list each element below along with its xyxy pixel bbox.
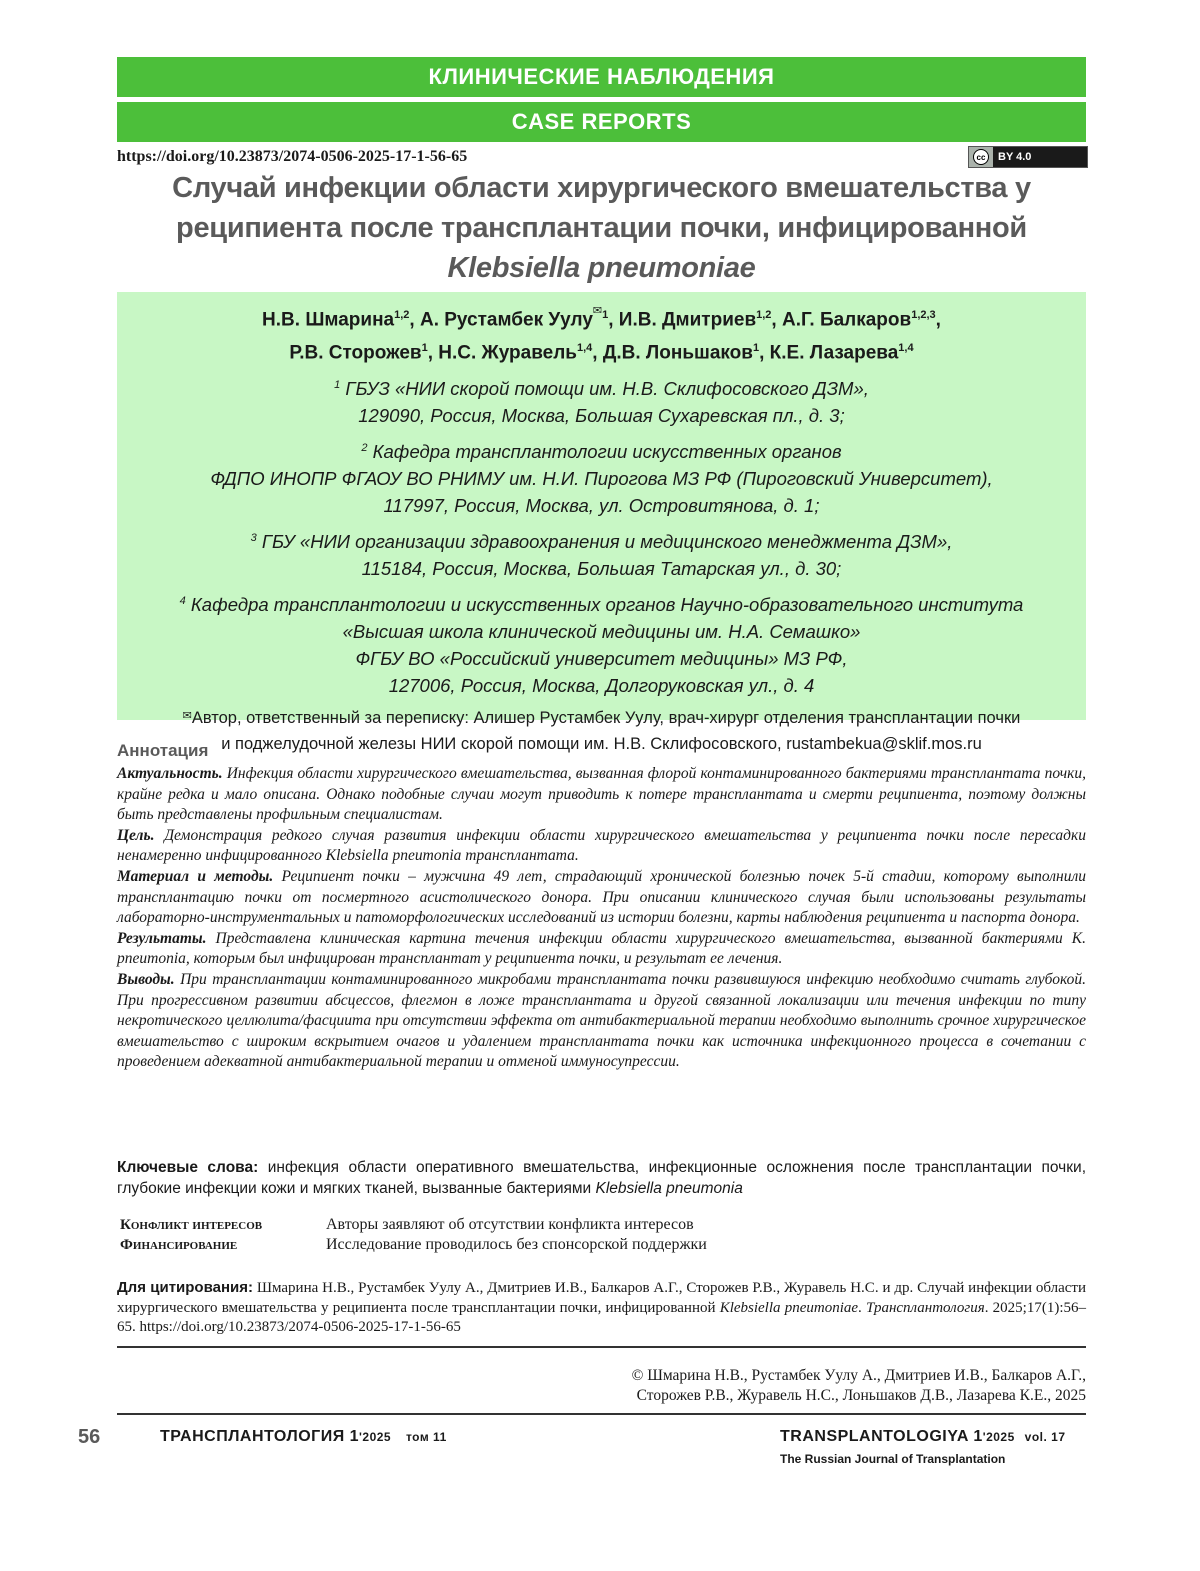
author-sep: , — [771, 309, 782, 331]
article-meta — [120, 1215, 707, 1255]
author-name: И.В. Дмитриев — [618, 309, 757, 331]
author-sup: 1,4 — [576, 342, 593, 355]
journal-name-en — [780, 1428, 1066, 1446]
meta-row-conflict — [120, 1215, 707, 1235]
keywords — [117, 1157, 1086, 1199]
author-sup: 1 — [421, 342, 428, 355]
keywords-italic: Klebsiella pneumonia — [595, 1180, 743, 1197]
abstract-heading: Аннотация — [117, 741, 209, 760]
journal-subtitle-en: The Russian Journal of Transplantation — [780, 1452, 1006, 1466]
journal-title: TRANSPLANTOLOGIYA 1 — [780, 1428, 983, 1445]
affiliation-line: 129090, Россия, Москва, Большая Сухаревская пл., д. 3; — [358, 404, 845, 426]
affiliation-number: 1 — [334, 378, 341, 391]
copyright — [486, 1366, 1086, 1406]
section-banner-en: CASE REPORTS — [117, 102, 1086, 142]
author-sup: 1,2 — [394, 309, 410, 321]
affiliation-3 — [117, 525, 1086, 582]
author-sup: 1,4 — [898, 342, 914, 355]
abstract-section — [117, 929, 1086, 970]
author-sup: 1 — [602, 309, 609, 321]
author-name: А.Г. Балкаров — [781, 309, 912, 331]
section-banner-ru: КЛИНИЧЕСКИЕ НАБЛЮДЕНИЯ — [117, 57, 1086, 97]
citation-text: . — [858, 1299, 866, 1316]
meta-value: Исследование проводилось без спонсорской поддержки — [326, 1236, 707, 1253]
abstract-text: Демонстрация редкого случая развития инфекции области хирургического вмешательства у реципиента почки после пересадки ненамеренно инфицированного Klebsiella pneumonia трансплантата. — [117, 826, 1086, 865]
license-label: BY 4.0 — [998, 151, 1032, 163]
cc-license-badge[interactable] — [968, 146, 1088, 168]
authors-line — [117, 334, 1086, 367]
author-sup: 1,2 — [756, 309, 772, 321]
affiliation-line: ФДПО ИНОПР ФГАОУ ВО РНИМУ им. Н.И. Пирогова МЗ РФ (Пироговский Университет), — [210, 467, 993, 489]
citation-label: Для цитирования: — [117, 1279, 253, 1296]
affiliation-line: 115184, Россия, Москва, Большая Татарская ул., д. 30; — [361, 558, 842, 580]
meta-label: Финансирование — [120, 1237, 238, 1253]
affiliation-line: 117997, Россия, Москва, ул. Островитянова, д. 1; — [383, 494, 820, 516]
correspondence — [117, 703, 1086, 757]
affiliation-number: 4 — [179, 595, 186, 608]
abstract-label: Результаты. — [117, 929, 207, 947]
abstract-label: Материал и методы. — [117, 867, 274, 885]
journal-name-ru — [160, 1428, 447, 1446]
keywords-label: Ключевые слова: — [117, 1159, 259, 1176]
title-line: реципиента после трансплантации почки, инфицированной — [176, 212, 1027, 244]
cc-icon: cc — [969, 147, 993, 167]
divider — [117, 1413, 1086, 1415]
author-sep: , — [592, 342, 603, 364]
abstract-section — [117, 867, 1086, 929]
title-line: Случай инфекции области хирургического вмешательства у — [172, 172, 1031, 204]
abstract-section — [117, 970, 1086, 1073]
abstract-text: Инфекция области хирургического вмешательства, вызванная флорой контаминированного бактериями трансплантата почки, крайне редка и мало описана. Однако подобные случаи могут приводить к потере трансплантата и смерти реципиента, поэтому должны быть представлены профильным специалистам. — [117, 765, 1086, 824]
journal-issue: '2025 — [359, 1430, 392, 1444]
correspondence-line[interactable]: и поджелудочной железы НИИ скорой помощи им. Н.В. Склифосовского, rustambekua@sklif.mos.ru — [221, 735, 982, 754]
author-sup: 1,2,3 — [911, 309, 936, 321]
abstract-text: Реципиент почки – мужчина 49 лет, страдающий хронической болезнью почек 5-й стадии, которому выполнили трансплантацию почки от посмертного асистолического донора. При описании клинического случая были использованы результаты лабораторно-инструментальных и патоморфологических исследований из истории болезни, карты наблюдения реципиента и паспорта донора. — [117, 867, 1087, 927]
author-name: Д.В. Лоньшаков — [602, 342, 753, 364]
abstract-text: Представлена клиническая картина течения инфекции области хирургического вмешательства, вызванной бактериями K. pneumonia, которым был инфицирован трансплантат у реципиента почки, и результат ее лечения. — [117, 929, 1086, 968]
citation-text: Шмарина Н.В., Рустамбек Уулу А., Дмитриев И.В., Балкаров А.Г., Сторожев Р.В., Журавель Н.С. и др. Случай инфекции области хирургического вмешательства у реципиента после трансплантации почки, инфицированной — [117, 1280, 1086, 1316]
authors-line — [117, 297, 1086, 334]
journal-issue: '2025 — [982, 1430, 1015, 1444]
authors-list — [117, 297, 1086, 368]
affiliation-number: 3 — [250, 531, 257, 544]
affiliation-line: «Высшая школа клинической медицины им. Н.А. Семашко» — [342, 621, 861, 643]
affiliation-4 — [117, 588, 1086, 699]
author-name: Н.С. Журавель — [438, 342, 577, 364]
affiliation-line: ГБУ «НИИ организации здравоохранения и медицинского менеджмента ДЗМ», — [261, 531, 953, 553]
author-sep: , — [427, 342, 439, 364]
author-name: Р.В. Сторожев — [289, 342, 422, 364]
copyright-line: © Шмарина Н.В., Рустамбек Уулу А., Дмитриев И.В., Балкаров А.Г., — [631, 1367, 1086, 1384]
correspondence-line: Автор, ответственный за переписку: Алишер Рустамбек Уулу, врач-хирург отделения трансплантации почки — [191, 709, 1021, 728]
author-sup: 1 — [752, 342, 760, 355]
abstract-label: Выводы. — [117, 970, 175, 988]
mail-icon: ✉ — [182, 710, 192, 723]
author-name: Н.В. Шмарина — [262, 309, 395, 331]
citation-journal: Трансплантология — [865, 1299, 985, 1316]
affiliation-line: ФГБУ ВО «Российский университет медицины» МЗ РФ, — [355, 648, 848, 670]
abstract-label: Актуальность. — [117, 765, 223, 782]
abstract-section — [117, 826, 1086, 867]
abstract-section — [117, 764, 1086, 826]
journal-volume: vol. 17 — [1024, 1430, 1066, 1444]
page-number: 56 — [78, 1426, 101, 1448]
title-line-italic: Klebsiella pneumoniae — [447, 252, 756, 284]
doi-link[interactable]: https://doi.org/10.23873/2074-0506-2025-17-1-56-65 — [117, 148, 468, 165]
keywords-text: инфекция области оперативного вмешательства, инфекционные осложнения после трансплантации почки, глубокие инфекции кожи и мягких тканей, вызванные бактериями — [117, 1159, 1087, 1197]
journal-volume: том 11 — [405, 1430, 447, 1444]
affiliation-2 — [117, 435, 1086, 519]
affiliation-line: ГБУЗ «НИИ скорой помощи им. Н.В. Склифосовского ДЗМ», — [345, 377, 869, 399]
affiliation-line: Кафедра трансплантологии искусственных органов — [372, 440, 842, 462]
abstract-label: Цель. — [117, 826, 155, 844]
journal-title: ТРАНСПЛАНТОЛОГИЯ 1 — [160, 1428, 360, 1445]
article-title — [117, 168, 1086, 288]
author-name: А. Рустамбек Уулу — [419, 309, 593, 331]
author-sep: , — [935, 309, 941, 331]
citation-text[interactable]: . 2025;17(1):56–65. https://doi.org/10.23873/2074-0506-2025-17-1-56-65 — [117, 1299, 1086, 1335]
mail-icon: ✉ — [592, 305, 603, 317]
copyright-line: Сторожев Р.В., Журавель Н.С., Лоньшаков Д.В., Лазарева К.Е., 2025 — [636, 1387, 1086, 1404]
citation — [117, 1278, 1086, 1338]
affiliation-1 — [117, 372, 1086, 429]
affiliation-number: 2 — [361, 441, 368, 454]
abstract-text: При трансплантации контаминированного микробами трансплантата почки развившуюся инфекцию необходимо считать глубокой. При прогрессивном развитии абсцессов, флегмон в ложе трансплантата и другой связанной локализации или течения инфекции по типу некротического целлюлита/фасциита при отсутствии эффекта от антибактериальной терапии необходимо выполнить срочное хирургическое вмешательство с широким вскрытием очагов и удалением трансплантата почки как источника инфекционного процесса в сочетании с проведением адекватной антибактериальной терапии и отменой иммуносупрессии. — [117, 970, 1086, 1071]
author-sep: , — [759, 342, 770, 364]
divider — [117, 1346, 1086, 1348]
affiliation-line: 127006, Россия, Москва, Долгоруковская ул., д. 4 — [388, 675, 815, 697]
abstract — [117, 764, 1086, 1073]
author-name: К.Е. Лазарева — [769, 342, 899, 364]
author-sep: , — [409, 309, 420, 331]
author-sep: , — [608, 309, 619, 331]
meta-value: Авторы заявляют об отсутствии конфликта интересов — [326, 1216, 694, 1233]
meta-row-funding — [120, 1235, 707, 1255]
citation-italic: Klebsiella pneumoniae — [719, 1299, 859, 1316]
meta-label: Конфликт интересов — [120, 1217, 263, 1233]
affiliation-line: Кафедра трансплантологии и искусственных органов Научно-образовательного института — [190, 594, 1024, 616]
